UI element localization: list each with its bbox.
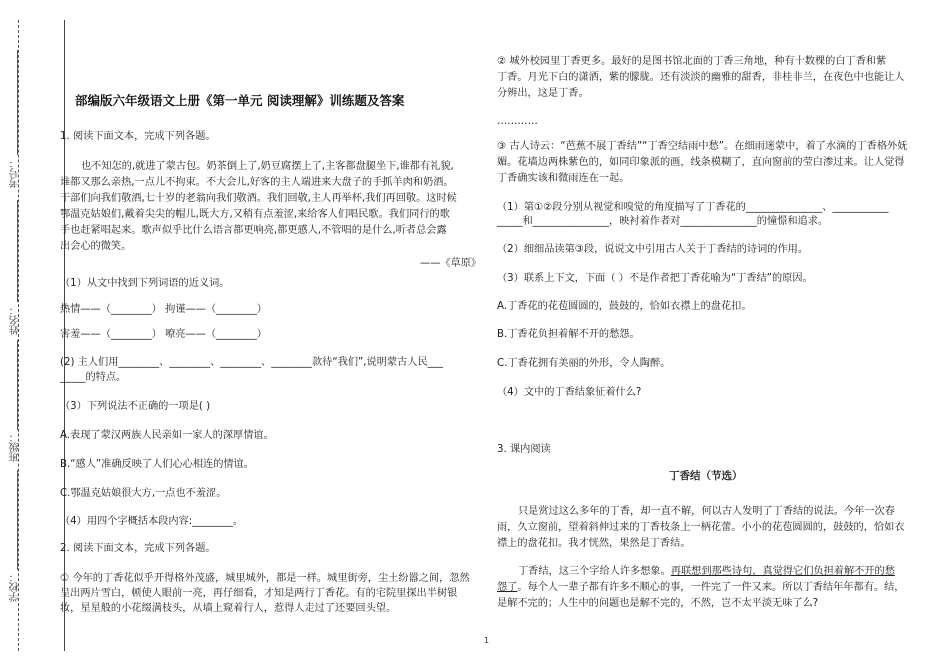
paragraph-line <box>497 580 905 596</box>
q1-sub4[interactable]: （4）用四个字概括本段内容:________。 <box>60 516 244 527</box>
q2-option-a[interactable]: A.丁香花的花苞圆圆的，鼓鼓的，恰如衣襟上的盘花扣。 <box>497 301 752 312</box>
q1-option-a[interactable]: A.表现了蒙汉两族人民亲如一家人的深厚情谊。 <box>60 430 274 441</box>
q2-sub1-line2[interactable]: _____和_______________，映衬着作者对_______________的憧憬和追求。 <box>497 216 829 227</box>
q2-sub3: （3）联系上下文，下面（ ）不是作者把丁香花喻为“丁香结”的原因。 <box>497 273 813 284</box>
passage-source: ——《草原》 <box>420 258 482 269</box>
ellipsis: ………… <box>497 116 538 127</box>
q3-heading: 3. 课内阅读 <box>497 444 551 455</box>
document-title: 部编版六年级语文上册《第一单元 阅读理解》训练题及答案 <box>75 93 405 108</box>
q2-option-c[interactable]: C.丁香花拥有美丽的外形，令人陶醉。 <box>497 358 671 369</box>
q1-sub3: （3）下列说法不正确的一项是( ) <box>60 401 211 412</box>
q1-option-c[interactable]: C.鄂温克姑娘很大方,一点也不羞涩。 <box>60 488 227 499</box>
name-blank[interactable] <box>17 200 18 302</box>
paragraph-line: 是解不完的；人生中的问题也是解不完的，不然，岂不太平淡无味了么? <box>497 598 819 609</box>
paragraph-line: 呈出两片雪白，顿使人眼前一亮，再仔细看，才知是两行丁香花。有的宅院里探出半树银 <box>60 588 458 599</box>
school-label: 学校： <box>10 572 21 602</box>
text-run: 。每个人一辈子都有许多不顺心的事，一件完了一件又来。所以丁香结年年都有。结， <box>517 582 905 593</box>
q1-heading: 1. 阅读下面文本，完成下列各题。 <box>60 131 216 142</box>
q1-option-b[interactable]: B.“感人”准确反映了人们心心相连的情谊。 <box>60 459 254 470</box>
q3-subtitle: 丁香结（节选） <box>669 470 743 482</box>
passage-line: 干部们向我们敬酒,七十岁的老翁向我们敬酒。我们回敬,主人再举杯,我们再回敬。这时候 <box>60 193 457 204</box>
passage-line: 手也赶紧唱起来。歌声似乎比什么语言都更响亮,都更感人,不管唱的是什么,听者总会露 <box>60 225 447 236</box>
q2-sub4: （4）文中的丁香结象征着什么? <box>497 387 642 398</box>
exam-no-label: 考号： <box>10 158 21 188</box>
q1-sub1-line2[interactable]: 害羞——（________） 嘹亮——（________） <box>60 329 267 340</box>
page-number: 1 <box>484 636 490 645</box>
paragraph-line: 媚。花墙边两株紫色的，如同印象派的画，线条模糊了，直向窗前的莹白渗过来。让人觉得 <box>497 157 905 168</box>
q2-sub2: （2）细细品读第③段，说说文中引用古人关于丁香结的诗词的作用。 <box>497 244 809 255</box>
underlined-text: 再联想到那些诗句，真觉得它们负担着解不开的愁 <box>670 566 895 577</box>
cut-line <box>18 20 19 651</box>
paragraph-line: ② 城外校园里丁香更多。最好的是图书馆北面的丁香三角地，种有十数棵的白丁香和紫 <box>497 56 887 67</box>
passage-line: 也不知怎的,就进了蒙古包。奶茶倒上了,奶豆腐摆上了,主客都盘腿坐下,谁都有礼貌, <box>81 161 454 172</box>
paragraph-line: 丁香。月光下白的潇洒，紫的朦胧。还有淡淡的幽雅的甜香，非桂非兰，在夜色中也能让人 <box>497 72 905 83</box>
passage-line: 鄂温克姑娘们,戴着尖尖的帽儿,既大方,又稍有点羞涩,来给客人们唱民歌。我们同行的歌 <box>60 209 450 220</box>
text-run: 丁香结，这三个字给人许多想象。 <box>518 566 671 577</box>
q2-option-b[interactable]: B.丁香花负担着解不开的愁怨。 <box>497 329 640 340</box>
class-label: 班级： <box>10 432 21 462</box>
school-blank[interactable] <box>17 470 18 570</box>
exam-no-blank[interactable] <box>17 50 18 155</box>
binding-margin <box>0 0 68 671</box>
paragraph-line: 妆，星星般的小花缀满枝头，从墙上窥着行人，惹得人走过了还要回头望。 <box>60 603 397 614</box>
paragraph-line: 只是赏过这么多年的丁香，却一直不解，何以古人发明了丁香结的说法。今年一次春 <box>518 506 895 517</box>
paragraph-line: ① 今年的丁香花似乎开得格外茂盛，城里城外，都是一样。城里街旁，尘土纷嚣之间，忽然 <box>60 573 470 584</box>
class-blank[interactable] <box>17 340 18 430</box>
q1-sub2-line2[interactable]: _____的特点。 <box>60 372 127 383</box>
paragraph-line: 雨，久立窗前，望着斜伸过来的丁香枝条上一柄花蕾。小小的花苞圆圆的，鼓鼓的，恰如衣 <box>497 522 905 533</box>
passage-line: 出会心的微笑。 <box>60 241 132 252</box>
name-label: 姓名： <box>10 305 21 335</box>
paragraph-line: ③ 古人诗云：“芭蕉不展丁香结”“丁香空结雨中愁”。在细雨迷蒙中，着了水滴的丁香格外妩 <box>497 141 908 152</box>
paragraph-line: 丁香确实该和微雨连在一起。 <box>497 173 630 184</box>
q2-heading: 2. 阅读下面文本，完成下列各题。 <box>60 543 216 554</box>
paragraph-line <box>518 564 895 580</box>
q1-sub2-line1[interactable]: (2) 主人们用________、________、________、________款待“我们”,说明蒙古人民___ <box>60 357 443 368</box>
q1-sub1: （1）从文中找到下列词语的近义词。 <box>60 278 230 289</box>
paragraph-line: 分辨出，这是丁香。 <box>497 88 589 99</box>
paragraph-line: 襟上的盘花扣。我才恍然，果然是丁香结。 <box>497 538 691 549</box>
q1-sub1-line1[interactable]: 热情——（________） 拘谨——（________） <box>60 304 267 315</box>
passage-line: 谁都又那么亲热,一点儿不拘束。不大会儿,好客的主人端进来大盘子的手抓羊肉和奶酒。 <box>60 177 454 188</box>
underlined-text: 怨了 <box>497 582 518 593</box>
q2-sub1-line1[interactable]: （1）第①②段分别从视觉和嗅觉的角度描写了丁香花的_______________、___________ <box>497 202 889 213</box>
